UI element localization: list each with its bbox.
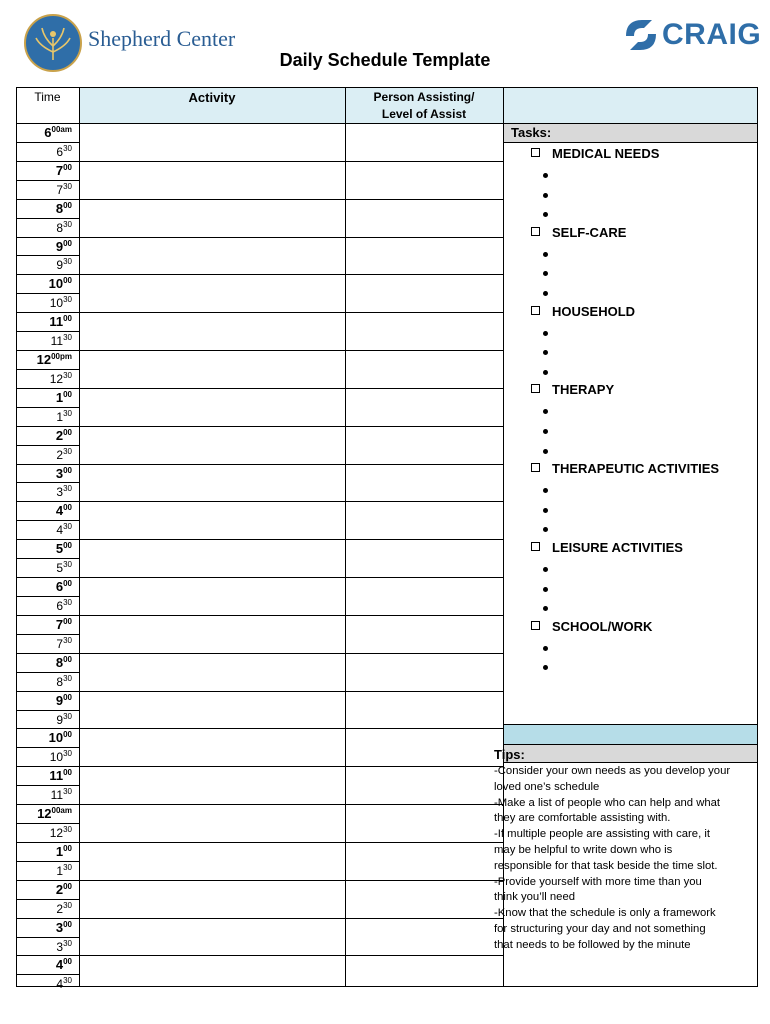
- tips-title: Tips:: [494, 747, 525, 762]
- task-category: LEISURE ACTIVITIES: [531, 540, 683, 555]
- grid-line: [16, 218, 79, 219]
- grid-line: [16, 501, 503, 502]
- time-slot-label: $7^{00}$: [55, 163, 72, 178]
- bullet-icon: [543, 173, 548, 178]
- grid-line: [16, 785, 79, 786]
- grid-line: [16, 672, 79, 673]
- bullet-icon: [543, 606, 548, 611]
- grid-line: [16, 293, 79, 294]
- grid-line: [16, 974, 79, 975]
- person-column-header-line1: Person Assisting/: [373, 90, 475, 104]
- grid-line: [16, 274, 503, 275]
- grid-line: [16, 237, 503, 238]
- grid-line: [16, 634, 79, 635]
- bullet-icon: [543, 449, 548, 454]
- time-slot-label: $8^{30}$: [56, 220, 72, 235]
- grid-line: [16, 161, 503, 162]
- time-slot-label: $8^{00}$: [55, 655, 72, 670]
- time-slot-label: $7^{30}$: [56, 182, 72, 197]
- document-title: Daily Schedule Template: [279, 50, 491, 70]
- time-slot-label: $4^{00}$: [55, 957, 72, 972]
- checkbox-icon[interactable]: [531, 227, 540, 236]
- time-slot-label: $7^{00}$: [55, 617, 72, 632]
- tip-line: that needs to be followed by the minute: [494, 938, 691, 951]
- checkbox-icon[interactable]: [531, 306, 540, 315]
- bullet-icon: [543, 508, 548, 513]
- tip-line: -Know that the schedule is only a framework: [494, 907, 716, 920]
- bullet-icon: [543, 429, 548, 434]
- tip-line: -Provide yourself with more time than you: [494, 875, 702, 888]
- grid-line: [16, 823, 79, 824]
- time-slot-label: $11^{30}$: [50, 787, 72, 802]
- grid-line: [16, 520, 79, 521]
- time-slot-label: $6^{30}$: [56, 598, 72, 613]
- task-category: THERAPY: [531, 382, 614, 397]
- checkbox-icon[interactable]: [531, 542, 540, 551]
- time-slot-label: $3^{30}$: [56, 484, 72, 499]
- bullet-icon: [543, 212, 548, 217]
- time-slot-label: $5^{30}$: [56, 560, 72, 575]
- grid-line: [16, 577, 503, 578]
- time-slot-label: $7^{30}$: [56, 636, 72, 651]
- shepherd-center-text: Shepherd Center: [88, 26, 236, 51]
- time-slot-label: $6^{30}$: [56, 144, 72, 159]
- grid-line: [345, 87, 346, 987]
- task-category: SELF-CARE: [531, 225, 626, 240]
- time-slot-label: $3^{00}$: [55, 466, 72, 481]
- time-slot-label: $2^{30}$: [56, 901, 72, 916]
- bullet-icon: [543, 370, 548, 375]
- grid-line: [16, 596, 79, 597]
- time-slot-label: $12^{30}$: [49, 825, 72, 840]
- time-slot-label: $6^{00}$: [55, 579, 72, 594]
- grid-line: [16, 388, 503, 389]
- tip-line: may be helpful to write down who is: [494, 843, 673, 856]
- grid-line: [16, 747, 79, 748]
- grid-line: [16, 899, 79, 900]
- grid-line: [16, 937, 79, 938]
- grid-line: [16, 842, 503, 843]
- time-slot-label: $11^{00}$: [49, 768, 72, 783]
- tip-line: -If multiple people are assisting with care, it: [494, 828, 710, 841]
- grid-line: [16, 691, 503, 692]
- activity-column-header: Activity: [188, 90, 236, 105]
- time-slot-label: $10^{30}$: [49, 749, 72, 764]
- time-slot-label: $5^{00}$: [55, 541, 72, 556]
- tip-line: loved one’s schedule: [494, 780, 600, 793]
- tips-body: [494, 764, 748, 954]
- grid-line: [16, 142, 79, 143]
- time-slot-label: $4^{30}$: [56, 976, 72, 991]
- bullet-icon: [543, 567, 548, 572]
- time-slot-label: $10^{00}$: [48, 276, 72, 291]
- bullet-icon: [543, 409, 548, 414]
- bullet-icon: [543, 665, 548, 670]
- grid-line: [16, 180, 79, 181]
- grid-line: [16, 955, 503, 956]
- time-slot-label: $3^{30}$: [56, 939, 72, 954]
- bullet-icon: [543, 331, 548, 336]
- grid-line: [16, 312, 503, 313]
- time-slot-label: $2^{30}$: [56, 447, 72, 462]
- time-slot-label: $12^{00pm}$: [36, 352, 72, 367]
- tip-line: -Make a list of people who can help and what: [494, 796, 721, 809]
- tip-line: responsible for that task beside the time slot.: [494, 859, 718, 872]
- time-slot-label: $9^{30}$: [56, 712, 72, 727]
- bullet-icon: [543, 350, 548, 355]
- grid-line: [16, 804, 503, 805]
- grid-line: [16, 255, 79, 256]
- grid-line: [16, 539, 503, 540]
- time-slot-label: $1^{00}$: [55, 390, 72, 405]
- grid-line: [16, 918, 503, 919]
- time-slot-label: $4^{30}$: [56, 522, 72, 537]
- bullet-icon: [543, 193, 548, 198]
- grid-line: [16, 861, 79, 862]
- time-slot-label: $6^{00am}$: [44, 125, 72, 140]
- time-slot-label: $8^{30}$: [56, 674, 72, 689]
- grid-line: [16, 369, 79, 370]
- grid-line: [16, 445, 79, 446]
- time-slot-label: $10^{00}$: [48, 730, 72, 745]
- grid-line: [16, 426, 503, 427]
- time-slot-label: $1^{30}$: [56, 409, 72, 424]
- time-slot-label: $11^{30}$: [50, 333, 72, 348]
- checkbox-icon[interactable]: [531, 148, 540, 157]
- grid-line: [16, 615, 503, 616]
- tasks-title: Tasks:: [511, 125, 552, 140]
- grid-line: [16, 464, 503, 465]
- grid-line: [16, 350, 503, 351]
- grid-line: [16, 199, 503, 200]
- time-slot-label: $1^{30}$: [56, 863, 72, 878]
- time-slot-label: $2^{00}$: [55, 428, 72, 443]
- task-category: SCHOOL/WORK: [531, 619, 652, 634]
- tip-line: for structuring your day and not something: [494, 922, 706, 935]
- grid-line: [16, 728, 503, 729]
- person-column-header-line2: Level of Assist: [381, 107, 467, 121]
- bullet-icon: [543, 252, 548, 257]
- time-slot-label: $11^{00}$: [49, 314, 72, 329]
- time-column-header: Time: [34, 90, 61, 104]
- grid-line: [16, 880, 503, 881]
- time-slot-label: $4^{00}$: [55, 503, 72, 518]
- bullet-icon: [543, 488, 548, 493]
- grid-line: [16, 558, 79, 559]
- bullet-icon: [543, 646, 548, 651]
- grid-line: [16, 331, 79, 332]
- checkbox-icon[interactable]: [531, 621, 540, 630]
- tip-line: think you’ll need: [494, 891, 576, 904]
- bullet-icon: [543, 291, 548, 296]
- time-slot-label: $12^{30}$: [49, 371, 72, 386]
- time-slot-label: $10^{30}$: [49, 295, 72, 310]
- bullet-icon: [543, 271, 548, 276]
- bullet-icon: [543, 587, 548, 592]
- task-category: THERAPEUTIC ACTIVITIES: [531, 461, 719, 476]
- grid-line: [16, 482, 79, 483]
- checkbox-icon[interactable]: [531, 463, 540, 472]
- checkbox-icon[interactable]: [531, 384, 540, 393]
- task-category: HOUSEHOLD: [531, 304, 635, 319]
- grid-line: [79, 87, 80, 987]
- grid-line: [16, 653, 503, 654]
- bullet-icon: [543, 527, 548, 532]
- time-slot-label: $2^{00}$: [55, 882, 72, 897]
- time-slot-label: $8^{00}$: [55, 201, 72, 216]
- grid-line: [16, 407, 79, 408]
- grid-line: [16, 710, 79, 711]
- time-slot-label: $9^{00}$: [55, 239, 72, 254]
- tip-line: -Consider your own needs as you develop your: [494, 765, 731, 777]
- tip-line: they are comfortable assisting with.: [494, 812, 671, 825]
- time-slot-label: $3^{00}$: [55, 920, 72, 935]
- time-slot-label: $9^{00}$: [55, 693, 72, 708]
- time-slot-label: $12^{00am}$: [37, 806, 72, 821]
- craig-text: CRAIG: [662, 18, 762, 51]
- task-category: MEDICAL NEEDS: [531, 146, 659, 161]
- time-slot-label: $9^{30}$: [56, 257, 72, 272]
- grid-line: [16, 766, 503, 767]
- time-slot-label: $1^{00}$: [55, 844, 72, 859]
